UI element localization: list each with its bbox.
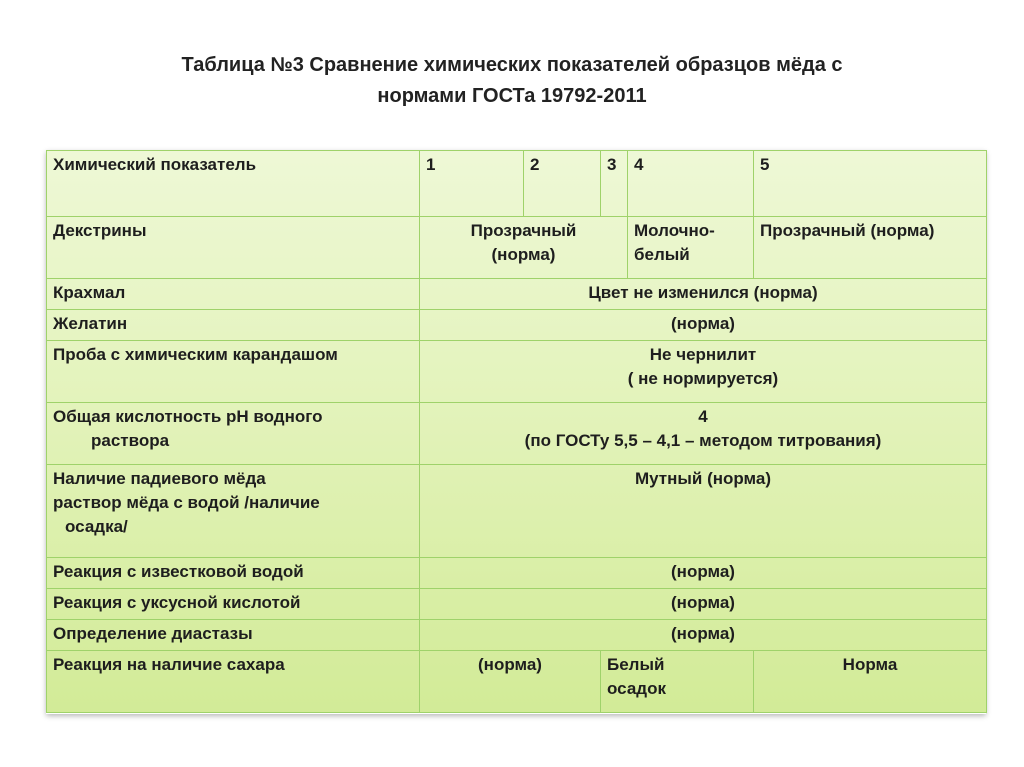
page-title xyxy=(60,50,964,112)
comparison-table xyxy=(46,150,987,713)
dextrins-value-2-line-1: Молочно- xyxy=(634,221,715,240)
acetic-value: (норма) xyxy=(420,589,987,620)
row-pencil xyxy=(47,341,987,403)
acetic-label: Реакция с уксусной кислотой xyxy=(47,589,420,620)
row-gelatin xyxy=(47,310,987,341)
title-line-1: Таблица №3 Сравнение химических показателей образцов мёда с xyxy=(181,54,843,76)
sugar-label: Реакция на наличие сахара xyxy=(47,651,420,713)
comparison-table-container xyxy=(46,150,986,714)
diastase-label: Определение диастазы xyxy=(47,620,420,651)
row-honeydew xyxy=(47,465,987,558)
row-dextrins xyxy=(47,217,987,279)
header-col-1: 1 xyxy=(420,151,524,217)
honeydew-label-line-3: осадка/ xyxy=(65,517,128,536)
header-col-3: 3 xyxy=(601,151,628,217)
row-sugar xyxy=(47,651,987,713)
honeydew-label-line-1: Наличие падиевого мёда xyxy=(53,469,266,488)
gelatin-label: Желатин xyxy=(47,310,420,341)
gelatin-value: (норма) xyxy=(420,310,987,341)
acidity-value xyxy=(420,403,987,465)
dextrins-label: Декстрины xyxy=(47,217,420,279)
dextrins-value-1-line-2: (норма) xyxy=(491,245,556,264)
sugar-value-1: (норма) xyxy=(420,651,601,713)
row-starch xyxy=(47,279,987,310)
row-acidity xyxy=(47,403,987,465)
row-diastase xyxy=(47,620,987,651)
honeydew-label xyxy=(47,465,420,558)
honeydew-label-line-2: раствор мёда с водой /наличие xyxy=(53,493,320,512)
sugar-value-2 xyxy=(601,651,754,713)
acidity-label-line-1: Общая кислотность pH водного xyxy=(53,407,323,426)
acidity-value-line-2: (по ГОСТу 5,5 – 4,1 – методом титрования) xyxy=(524,431,882,450)
starch-label: Крахмал xyxy=(47,279,420,310)
header-indicator: Химический показатель xyxy=(47,151,420,217)
pencil-label: Проба с химическим карандашом xyxy=(47,341,420,403)
row-acetic xyxy=(47,589,987,620)
dextrins-value-2 xyxy=(628,217,754,279)
row-limewater xyxy=(47,558,987,589)
sugar-value-3: Норма xyxy=(754,651,987,713)
limewater-value: (норма) xyxy=(420,558,987,589)
pencil-value xyxy=(420,341,987,403)
title-line-2: нормами ГОСТа 19792-2011 xyxy=(377,85,647,107)
dextrins-value-2-line-2: белый xyxy=(634,245,690,264)
diastase-value: (норма) xyxy=(420,620,987,651)
sugar-value-2-line-1: Белый xyxy=(607,655,665,674)
header-col-2: 2 xyxy=(524,151,601,217)
sugar-value-2-line-2: осадок xyxy=(607,679,666,698)
acidity-value-line-1: 4 xyxy=(698,407,708,426)
header-col-4: 4 xyxy=(628,151,754,217)
table-header-row xyxy=(47,151,987,217)
header-col-5: 5 xyxy=(754,151,987,217)
pencil-value-line-2: ( не нормируется) xyxy=(627,369,779,388)
dextrins-value-1 xyxy=(420,217,628,279)
pencil-value-line-1: Не чернилит xyxy=(649,345,757,364)
limewater-label: Реакция с известковой водой xyxy=(47,558,420,589)
acidity-label-line-2: раствора xyxy=(91,431,170,450)
honeydew-value: Мутный (норма) xyxy=(420,465,987,558)
dextrins-value-3: Прозрачный (норма) xyxy=(754,217,987,279)
starch-value: Цвет не изменился (норма) xyxy=(420,279,987,310)
dextrins-value-1-line-1: Прозрачный xyxy=(470,221,577,240)
acidity-label xyxy=(47,403,420,465)
